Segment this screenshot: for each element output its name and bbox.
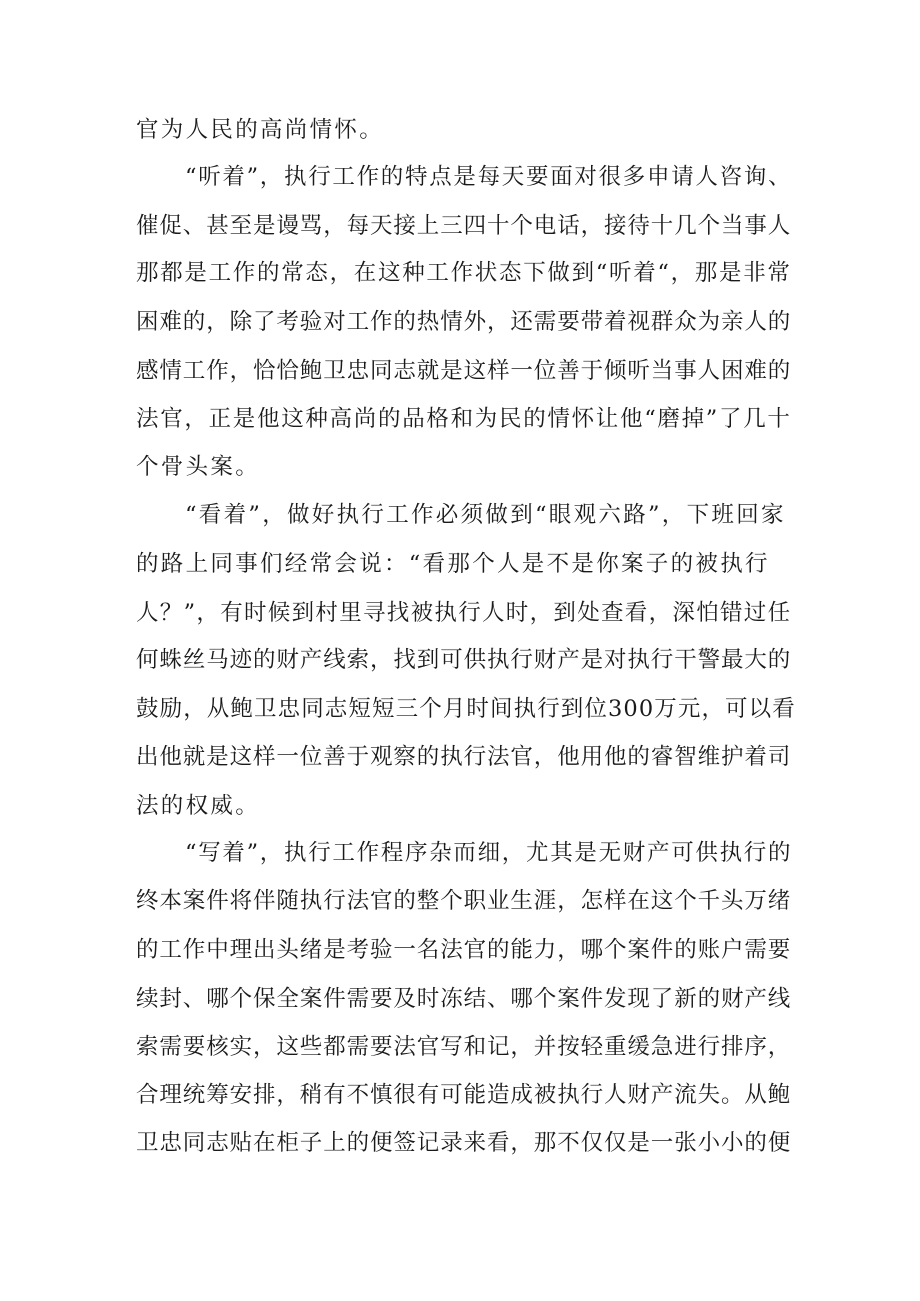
text-line: 续封、哪个保全案件需要及时冻结、哪个案件发现了新的财产线 — [136, 986, 792, 1012]
text-line: 法的权威。 — [136, 793, 261, 819]
text-line: 官为人民的高尚情怀。 — [136, 117, 385, 143]
text-line: 合理统筹安排，稍有不慎很有可能造成被执行人财产流失。从鲍 — [136, 1082, 792, 1108]
paragraph-start-line: “写着”，执行工作程序杂而细，尤其是无财产可供执行的 — [185, 840, 793, 866]
text-line: 鼓励，从鲍卫忠同志短短三个月时间执行到位300万元，可以看 — [136, 696, 796, 722]
text-line: 的工作中理出头绪是考验一名法官的能力，哪个案件的账户需要 — [136, 937, 792, 963]
text-line: 终本案件将伴随执行法官的整个职业生涯，怎样在这个千头万绪 — [136, 888, 792, 914]
text-line: 法官，正是他这种高尚的品格和为民的情怀让他“磨掉”了几十 — [136, 406, 792, 432]
text-line: 索需要核实，这些都需要法官写和记，并按轻重缓急进行排序， — [136, 1034, 792, 1060]
text-line: 那都是工作的常态，在这种工作状态下做到“听着“，那是非常 — [136, 260, 792, 286]
text-line: 困难的，除了考验对工作的热情外，还需要带着视群众为亲人的 — [136, 309, 792, 335]
text-line: 人？”，有时候到村里寻找被执行人时，到处查看，深怕错过任 — [136, 600, 792, 626]
text-line: 出他就是这样一位善于观察的执行法官，他用他的睿智维护着司 — [136, 744, 792, 770]
text-line: 的路上同事们经常会说：“看那个人是不是你案子的被执行 — [136, 551, 770, 577]
text-line: 何蛛丝马迹的财产线索，找到可供执行财产是对执行干警最大的 — [136, 647, 792, 673]
paragraph-start-line: “听着”，执行工作的特点是每天要面对很多申请人咨询、 — [185, 164, 793, 190]
text-line: 催促、甚至是谩骂，每天接上三四十个电话，接待十几个当事人 — [136, 213, 792, 239]
text-line: 个骨头案。 — [136, 454, 261, 480]
text-line: 感情工作，恰恰鲍卫忠同志就是这样一位善于倾听当事人困难的 — [136, 358, 792, 384]
text-line: 卫忠同志贴在柜子上的便签记录来看，那不仅仅是一张小小的便 — [136, 1130, 792, 1156]
paragraph-start-line: “看着”，做好执行工作必须做到“眼观六路”，下班回家 — [185, 502, 786, 528]
